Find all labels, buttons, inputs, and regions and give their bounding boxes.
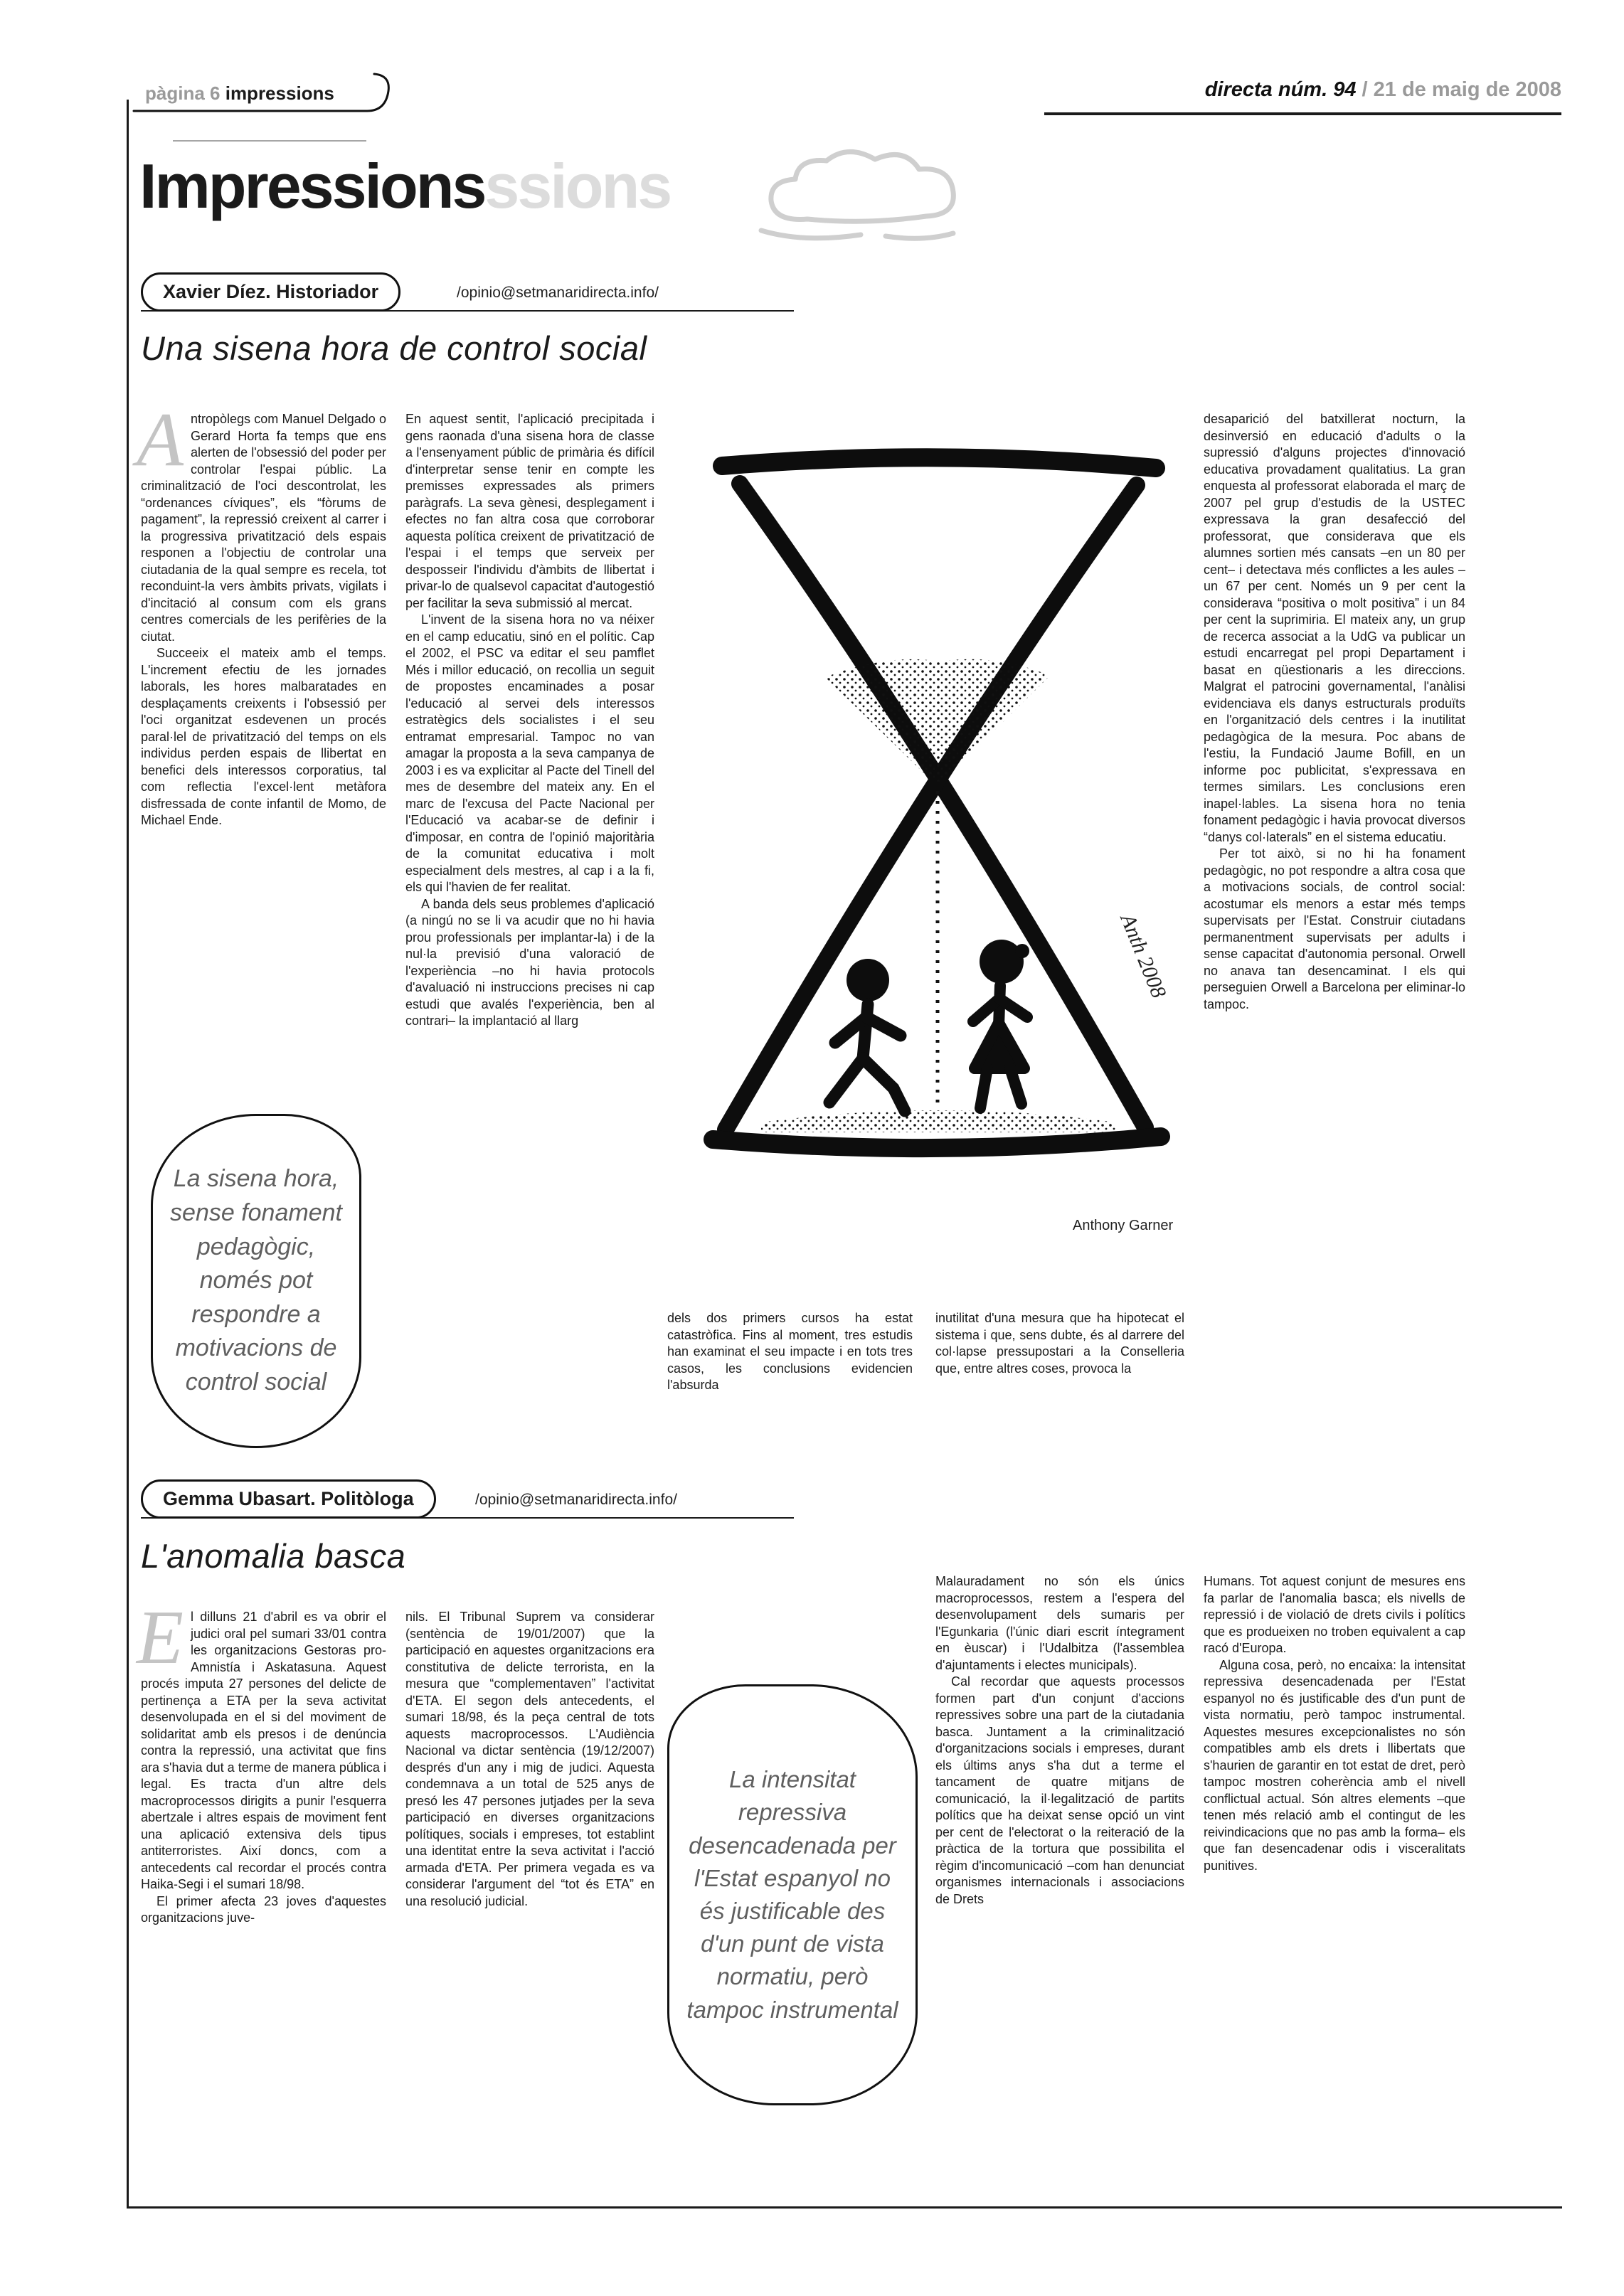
article1-bottom-column-1 bbox=[667, 1310, 913, 1394]
masthead-echo: ssions bbox=[484, 151, 671, 221]
paragraph: Alguna cosa, però, no encaixa: la intensitat repressiva desencadenada per l'Estat espanyol no és justificable des d'un punt de vista normatiu, però tampoc instrumental. Aquestes mesures excepcionalistes no són compatibles amb els drets i llibertats que s'haurien de garantir en tot estat de dret, però tampoc mostren coherència amb el nivell conflictual actual. Són altres elements –que tenen més relació amb el contingut de les reivindicacions que no pas amb la forma– els que fan desencadenar odis i visceralitats punitives. bbox=[1204, 1657, 1465, 1873]
brand-logotype: directa núm. 94 bbox=[1204, 78, 1357, 101]
masthead-title: Impressions bbox=[139, 151, 485, 221]
article1-title: Una sisena hora de control social bbox=[141, 329, 647, 367]
paragraph: A banda dels seus problemes d'aplicació (a ningú no se li va acudir que no hi havia prou professionals per implantar-la) i de la nul·la previsió d'una valoració de l'experiència –no hi havia protocols d'avaluació ni instruccions precises ni cap estudi que avalés l'experiència, ben al contrari– la implantació al llarg bbox=[405, 896, 654, 1028]
article2-column-4 bbox=[1204, 1573, 1465, 1874]
author-name: Xavier Díez. Historiador bbox=[163, 281, 379, 302]
section-label: impressions bbox=[225, 83, 334, 104]
pull-quote-text: La intensitat repressiva desencadenada per l'Estat espanyol no és justificable des d'un punt de vista normatiu, però tampoc instrumental bbox=[686, 1766, 898, 2023]
paragraph: Humans. Tot aquest conjunt de mesures ens fa parlar de l'anomalia basca; els nivells de repressió i de violació de drets civils i polítics que es produeixen no troben equivalent a cap racó d'Europa. bbox=[1204, 1574, 1465, 1655]
issue-header bbox=[1205, 78, 1561, 102]
issue-date: / 21 de maig de 2008 bbox=[1362, 78, 1561, 101]
article2-column-2 bbox=[405, 1609, 654, 1910]
paragraph-text: l dilluns 21 d'abril es va obrir el judici oral pel sumari 33/01 contra les organitzacions Gestoras pro-Amnistía i Askatasuna. Aquest procés imputa 27 persones del delicte de pertinença a ETA per la seva activitat desenvolupada en el si del moviment de solidaritat amb els presos i de denúncia contra la repressió, una activitat que fins ara s'havia dut a terme de manera pública i legal. Es tracta d'un altre dels macroprocessos dirigits a punir l'esquerra abertzale i altres espais de moviment fent una aplicació extensiva dels tipus antiterroristes. Així doncs, com a antecedents cal recordar el procés contra Haika-Segi i el sumari 18/98. bbox=[141, 1610, 386, 1891]
sand-ground bbox=[761, 1110, 1115, 1132]
masthead-accent-line bbox=[173, 140, 366, 142]
paragraph-text: ntropòlegs com Manuel Delgado o Gerard Horta fa temps que ens alerten de l'obsessió del poder per controlar l'espai públic. La criminalització de l'oci descontrolat, les “ordenances cíviques”, els “fòrums de pagament”, la repressió creixent al carrer i la progressiva privatització dels espais responen a l'objectiu de controlar una ciutadania de la qual sempre es recela, tot reconduint-la vers àmbits privats, vigilats i d'incitació al consum com els grans centres comercials de les perifèries de la ciutat. bbox=[141, 412, 386, 644]
article1-column-right bbox=[1204, 411, 1465, 1013]
illustration-credit: Anthony Garner bbox=[1073, 1218, 1174, 1233]
left-vertical-rule bbox=[127, 100, 129, 2209]
boy-silhouette bbox=[829, 959, 905, 1111]
bottom-horizontal-rule bbox=[127, 2206, 1562, 2209]
paragraph: Malauradament no són els únics macroprocessos, restem a l'espera del desenvolupament dels sumaris per l'Egunkaria (l'únic diari escrit íntegrament en èuscar) i l'Udalbitza (l'assemblea d'ajuntaments i electes municipals). bbox=[935, 1574, 1184, 1672]
paragraph bbox=[137, 1595, 386, 1893]
author-pill-1 bbox=[141, 272, 400, 312]
masthead bbox=[139, 151, 671, 221]
drop-cap: A bbox=[137, 398, 184, 482]
contact-email-2: /opinio@setmanaridirecta.info/ bbox=[475, 1492, 677, 1508]
author-name: Gemma Ubasart. Politòloga bbox=[163, 1488, 414, 1509]
paragraph: Succeeix el mateix amb el temps. L'increment efectiu de les jornades laborals, les hores malbaratades en desplaçaments creixents i l'obsessió per l'oci organitzat esdevenen un procés paral·lel de privatització del temps on els individus perden espais de llibertat en benefici dels interessos corporatius, tal com reflectia l'excel·lent metàfora disfressada de conte infantil de Momo, de Michael Ende. bbox=[141, 646, 386, 827]
paragraph bbox=[137, 398, 386, 645]
paragraph: Cal recordar que aquests processos formen part d'un conjunt d'accions repressives sobre una part de la ciutadania basca. Juntament a la criminalització d'organitzacions socials i empreses, durant els últims anys s'ha dut a terme el tancament de quatre mitjans de comunicació, la il·legalització de partits polítics que ha deixat sense opció un vint per cent de l'electorat o la reiteració de la pràctica de la tortura que possibilita el règim d'incomunicació –com han denunciat organismes internacionals i associacions de Drets bbox=[935, 1674, 1184, 1906]
illustration-signature: Anth 2008 bbox=[1115, 910, 1171, 1001]
contact-email-1: /opinio@setmanaridirecta.info/ bbox=[457, 285, 659, 301]
folio-tab bbox=[132, 68, 410, 118]
paragraph: inutilitat d'una mesura que ha hipotecat el sistema i que, sens dubte, és al darrere del col·lapse pressupostari a la Conselleria que, entre altres coses, provoca la bbox=[935, 1311, 1184, 1376]
article2-column-3 bbox=[935, 1573, 1184, 1908]
paragraph: Per tot això, si no hi ha fonament pedagògic, no pot respondre a altra cosa que a motivacions socials, de control social: acostumar els menors a estar més temps supervisats per l'Estat. Construir ciutadans permanentment supervisats per adults i sense capacitat d'autonomia personal. Orwell no anava tan desencaminat. I els qui perseguien Orwell a Barcelona per eliminar-lo tampoc. bbox=[1204, 846, 1465, 1011]
drop-cap: E bbox=[137, 1595, 184, 1680]
article1-bottom-column-2 bbox=[935, 1310, 1184, 1377]
pull-quote-text: La sisena hora, sense fonament pedagògic, només pot respondre a motivacions de control social bbox=[170, 1165, 342, 1396]
article1-column-1 bbox=[137, 398, 386, 829]
article1-column-2 bbox=[405, 411, 654, 1030]
paragraph: En aquest sentit, l'aplicació precipitada i gens raonada d'una sisena hora de classe a l'ensenyament públic de primària és difícil d'interpretar sense tenir en compte les premisses expressades als primers paràgrafs. La seva gènesi, desplegament i efectes no fan altra cosa que corroborar aquesta política creixent de privatització de l'espai i el temps que serveix per desposseir l'individu d'àmbits de llibertat i privar-lo de qualsevol capacitat d'autogestió per facilitar la seva submissió al mercat. bbox=[405, 412, 654, 610]
paragraph: L'invent de la sisena hora no va néixer en el camp educatiu, sinó en el polític. Cap el 2002, el PSC va editar el seu pamflet Més i millor educació, on recollia un seguit de propostes encaminades a posar l'educació al servei dels interessos estratègics dels socialistes i el seu entramat empresarial. Tampoc no van amagar la proposta a la seva campanya de 2003 i es va explicitar al Pacte del Tinell del mes de desembre del mateix any. En el marc de l'excusa del Pacte Nacional per l'Educació va acabar-se de definir i d'imposar, en contra de l'opinió majoritària de la comunitat educativa i molt especialment dels mestres, al cap i a la fi, els qui l'havien de fer realitat. bbox=[405, 612, 654, 894]
sand-top bbox=[825, 659, 1050, 782]
pull-quote-2 bbox=[667, 1684, 918, 2105]
paragraph: nils. El Tribunal Suprem va considerar (sentència de 19/01/2007) que la participació en aquestes organitzacions era constitutiva de delicte terrorista, en la mesura que “complementaven” l'activitat d'ETA. El segon dels antecedents, el sumari 18/98, és la peça central de tots aquests macroprocessos. L'Audiència Nacional va dictar sentència (19/12/2007) després d'un any i mig de judici. Aquesta condemnava a un total de 525 anys de presó les 47 persones jutjades per la seva participació en diverses organitzacions polítiques, socials i empreses, tot establint una identitat entre la seva activitat i l'acció armada d'ETA. Per primera vegada es va considerar l'argument del “tot és ETA” en una resolució judicial. bbox=[405, 1610, 654, 1908]
hourglass-illustration bbox=[654, 427, 1224, 1209]
page-number-label: pàgina 6 bbox=[145, 83, 221, 104]
author-pill-2 bbox=[141, 1479, 436, 1519]
paragraph: desaparició del batxillerat nocturn, la desinversió en educació d'adults o la supressió d'alguns projectes d'innovació educativa provadament qualitatius. La gran enquesta al professorat elaborada el març de 2007 pel grup d'estudis de la USTEC expressava la gran desafecció del professorat, que considerava que els alumnes sortien més cansats –en un 80 per cent– i detectava més conflictes a les aules –un 67 per cent. Només un 9 per cent la considerava “positiva o molt positiva” i un 84 per cent la suprimiria. El mateix any, un grup de recerca associat a la UdG va publicar un estudi encarregat pel propi Departament i basat en qüestionaris a les direccions. Malgrat el patrocini governamental, l'anàlisi evidenciava els danys estructurals produïts en l'organització dels centres i la inutilitat pedagògica de la mesura. Poc abans de l'estiu, la Fundació Jaume Bofill, en un informe poc publicitat, s'expressava en termes similars. Les conclusions eren inapel·lables. La sisena hora no tenia fonament pedagògic i havia provocat diversos “danys col·laterals” en el sistema educatiu. bbox=[1204, 412, 1465, 844]
paragraph: El primer afecta 23 joves d'aquestes organitzacions juve- bbox=[141, 1893, 386, 1925]
pull-quote-1 bbox=[151, 1114, 361, 1448]
folio-label bbox=[145, 83, 334, 105]
article2-column-1 bbox=[137, 1595, 386, 1927]
cloud-doodle-icon bbox=[740, 135, 996, 249]
article2-title: L'anomalia basca bbox=[141, 1537, 406, 1575]
girl-silhouette bbox=[973, 940, 1029, 1108]
header-rule bbox=[1044, 112, 1561, 115]
paragraph: dels dos primers cursos ha estat catastròfica. Fins al moment, tres estudis han examinat el seu impacte i en tots tres casos, les conclusions evidencien l'absurda bbox=[667, 1311, 913, 1392]
